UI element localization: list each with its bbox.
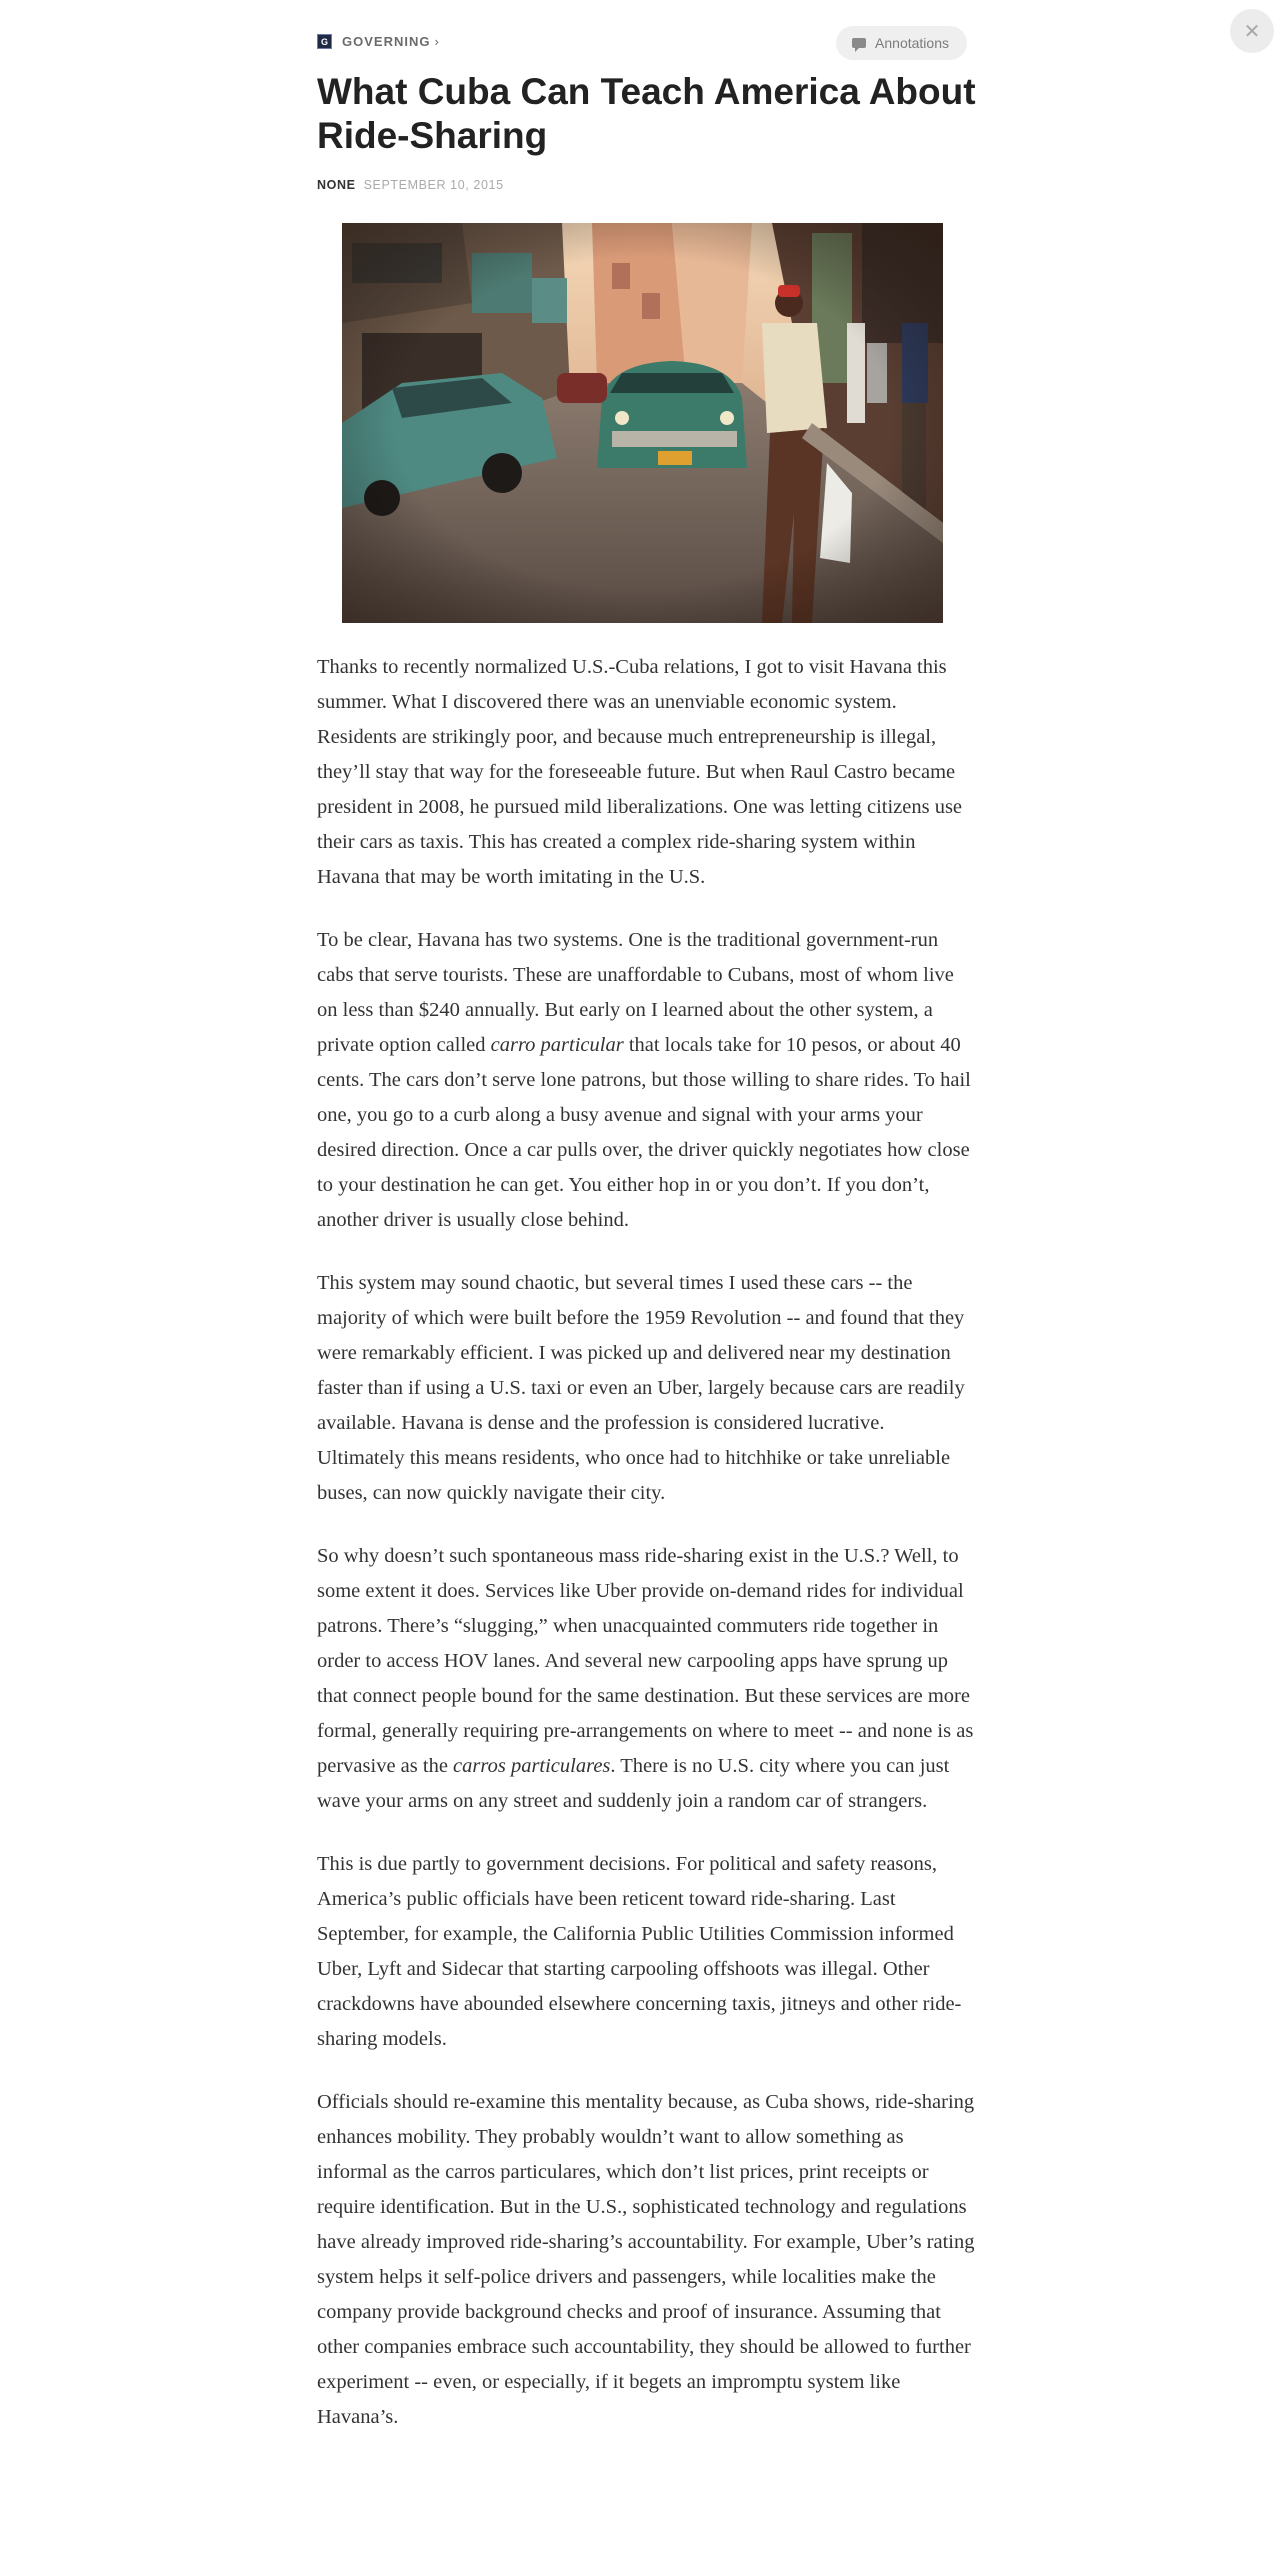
paragraph-2: To be clear, Havana has two systems. One is the traditional government-run cabs that serve tourists. These are unaffordable to Cubans, most of whom live on less than $240 annually. But early on I learned about the other system, a private option called carro particular that locals take for 10 pesos, or about 40 cents. The cars don’t serve lone patrons, but those willing to share rides. To hail one, you go to a curb along a busy avenue and signal with your arms your desired direction. Once a car pulls over, the driver quickly negotiates how close to your destination he can get. You either hop in or you don’t. If you don’t, another driver is usually close behind. xyxy=(317,929,971,1231)
comment-icon xyxy=(852,38,866,48)
publish-date: SEPTEMBER 10, 2015 xyxy=(363,178,504,192)
paragraph-1: Thanks to recently normalized U.S.-Cuba relations, I got to visit Havana this summer. What I discovered there was an unenviable economic system. Residents are strikingly poor, and because much entrepreneurship is illegal, they’ll stay that way for the foreseeable future. But when Raul Castro became president in 2008, he pursued mild liberalizations. One was letting citizens use their cars as taxis. This has created a complex ride-sharing system within Havana that may be worth imitating in the U.S. xyxy=(317,656,963,888)
annotations-button[interactable] xyxy=(836,26,967,60)
author-name: NONE xyxy=(317,178,356,192)
paragraph-3: This system may sound chaotic, but several times I used these cars -- the majority of which were built before the 1959 Revolution -- and found that they were remarkably efficient. I was picked up and delivered near my destination faster than if using a U.S. taxi or even an Uber, largely because cars are readily available. Havana is dense and the profession is considered lucrative. Ultimately this means residents, who once had to hitchhike or take unreliable buses, can now quickly navigate their city. xyxy=(317,1272,965,1504)
hero-image xyxy=(342,223,943,623)
paragraph-6: Officials should re-examine this mentality because, as Cuba shows, ride-sharing enhances mobility. They probably wouldn’t want to allow something as informal as the carros particulares, which don’t list prices, print receipts or require identification. But in the U.S., sophisticated technology and regulations have already improved ride-sharing’s accountability. For example, Uber’s rating system helps it self-police drivers and passengers, while localities make the company provide background checks and proof of insurance. Assuming that other companies embrace such accountability, they should be allowed to further experiment -- even, or especially, if it begets an impromptu system like Havana’s. xyxy=(317,2091,975,2428)
byline xyxy=(317,178,504,192)
source-link[interactable] xyxy=(317,34,440,49)
close-button[interactable] xyxy=(1230,9,1274,53)
governing-logo-icon: G xyxy=(317,34,332,49)
paragraph-5: This is due partly to government decisions. For political and safety reasons, America’s public officials have been reticent toward ride-sharing. Last September, for example, the California Public Utilities Commission informed Uber, Lyft and Sidecar that starting carpooling offshoots was illegal. Other crackdowns have abounded elsewhere concerning taxis, jitneys and other ride-sharing models. xyxy=(317,1853,962,2050)
article-topbar xyxy=(317,26,967,60)
close-icon: ✕ xyxy=(1243,19,1261,43)
source-label: GOVERNING xyxy=(342,34,431,49)
italic-term: carro particular xyxy=(490,1034,624,1056)
paragraph-4: So why doesn’t such spontaneous mass ride-sharing exist in the U.S.? Well, to some extent it does. Services like Uber provide on-demand rides for individual patrons. There’s “slugging,” when unacquainted commuters ride together in order to access HOV lanes. And several new carpooling apps have sprung up that connect people bound for the same destination. But these services are more formal, generally requiring pre-arrangements on where to meet -- and none is as pervasive as the carros particulares. There is no U.S. city where you can just wave your arms on any street and suddenly join a random car of strangers. xyxy=(317,1545,974,1812)
italic-term: carros particulares xyxy=(453,1755,611,1777)
annotations-label: Annotations xyxy=(875,35,949,51)
article-body xyxy=(317,650,977,2463)
article-title: What Cuba Can Teach America About Ride-Sharing xyxy=(317,71,976,156)
chevron-right-icon: › xyxy=(434,34,440,49)
havana-street-photo xyxy=(342,223,943,623)
